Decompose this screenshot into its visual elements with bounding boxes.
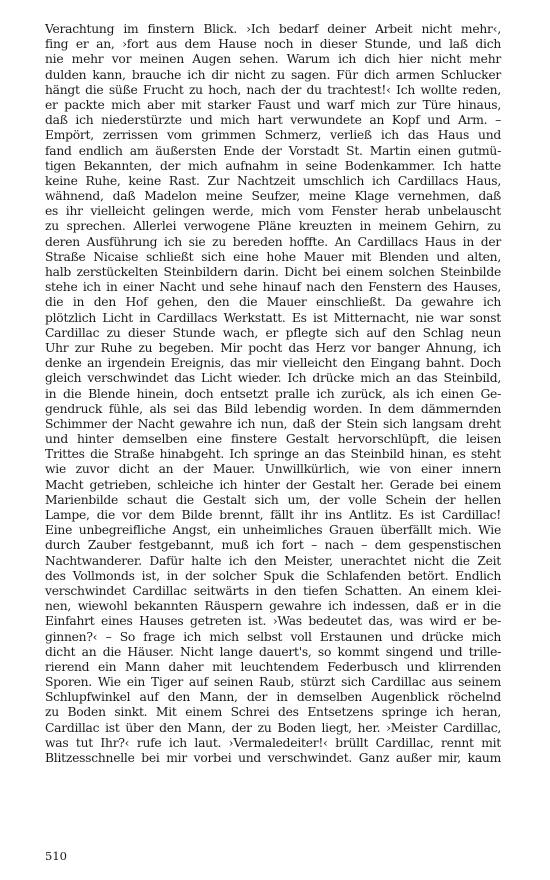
text-line: rierend ein Mann daher mit leuchtendem Federbusch und klirrenden	[45, 659, 501, 674]
text-line: Nachtwanderer. Dafür halte ich den Meister, unerachtet nicht die Zeit	[45, 553, 501, 568]
text-line: was tut Ihr?‹ rufe ich laut. ›Vermaledeiter!‹ brüllt Cardillac, rennt mit	[45, 735, 501, 750]
text-line: Trittes die Straße hinabgeht. Ich springe an das Steinbild hinan, es steht	[45, 447, 501, 462]
text-line: Marienbilde schaut die Gestalt sich um, der volle Schein der hellen	[45, 492, 501, 507]
text-line: zu Boden sinkt. Mit einem Schrei des Entsetzens springe ich heran,	[45, 705, 501, 720]
text-line: nen, wiewohl bekannten Räuspern gewahre ich indessen, daß er in die	[45, 599, 501, 614]
text-line: halb zerstückelten Steinbildern darin. Dicht bei einem solchen Steinbilde	[45, 265, 501, 279]
text-line: keine Ruhe, keine Rast. Zur Nachtzeit umschlich ich Cardillacs Haus,	[45, 173, 501, 188]
text-line: er packte mich aber mit starker Faust und warf mich zur Türe hinaus,	[45, 97, 501, 112]
text-line: Schimmer der Nacht gewahre ich nun, daß der Stein sich langsam dreht	[45, 416, 501, 431]
text-line: Cardillac ist über den Mann, der zu Boden liegt, her. ›Meister Cardillac,	[45, 720, 501, 735]
text-line: gendruck fühle, als sei das Bild lebendig worden. In dem dämmernden	[45, 401, 501, 416]
text-line: dicht an die Häuser. Nicht lange dauert's, so kommt singend und trille-	[45, 644, 501, 659]
text-line: deren Ausführung ich sie zu bereden hoffte. An Cardillacs Haus in der	[45, 234, 501, 249]
text-line: denke an irgendein Ereignis, das mir vielleicht den Eingang bahnt. Doch	[45, 356, 501, 371]
text-line: ginnen?‹ – So frage ich mich selbst voll Erstaunen und drücke mich	[45, 629, 501, 644]
text-line: Macht getrieben, schleiche ich hinter der Gestalt her. Gerade bei einem	[45, 477, 501, 492]
text-line: dulden kann, brauche ich dir nicht zu sagen. Für dich armen Schlucker	[45, 67, 501, 82]
text-line: zu sprechen. Allerlei verwogene Pläne kreuzten in meinem Gehirn, zu	[45, 219, 501, 234]
page-number: 510	[45, 849, 67, 863]
text-line: fing er an, ›fort aus dem Hause noch in dieser Stunde, und laß dich	[45, 37, 501, 52]
text-line: Einfahrt eines Hauses getreten ist. ›Was bedeutet das, was wird er be-	[45, 614, 501, 629]
text-line: fand endlich am äußersten Ende der Vorstadt St. Martin einen gutmü-	[45, 143, 501, 158]
text-line: Sporen. Wie ein Tiger auf seinen Raub, stürzt sich Cardillac aus seinem	[45, 675, 501, 690]
text-line: tigen Bekannten, der mich aufnahm in seine Bodenkammer. Ich hatte	[45, 158, 501, 173]
text-line: hängt die süße Frucht zu hoch, nach der du trachtest!‹ Ich wollte reden,	[45, 82, 501, 97]
text-line: Cardillac zu dieser Stunde wach, er pflegte sich auf den Schlag neun	[45, 325, 501, 340]
text-line: in die Blende hinein, doch entsetzt pralle ich zurück, als ich einen Ge-	[45, 386, 501, 401]
text-line: Eine unbegreifliche Angst, ein unheimliches Grauen überfällt mich. Wie	[45, 523, 501, 538]
text-line: Verachtung im finstern Blick. ›Ich bedarf deiner Arbeit nicht mehr‹,	[45, 22, 501, 36]
text-line: wähnend, daß Madelon meine Seufzer, meine Klage vernehmen, daß	[45, 189, 501, 204]
text-line: Uhr zur Ruhe zu begeben. Mir pocht das Herz vor banger Ahnung, ich	[45, 340, 501, 355]
text-line: es ihr vielleicht gelingen werde, mich vom Fenster herab unbelauscht	[45, 204, 501, 219]
text-line: daß ich niederstürzte und mich hart verwundete an Kopf und Arm. –	[45, 113, 501, 128]
text-line: wie zuvor dicht an der Mauer. Unwillkürlich, wie von einer innern	[45, 462, 501, 477]
text-line: Lampe, die vor dem Bilde brennt, fällt ihr ins Antlitz. Es ist Cardillac!	[45, 508, 501, 522]
text-line: die in den Hof gehen, den die Mauer einschließt. Da gewahre ich	[45, 295, 501, 310]
text-line: stehe ich in einer Nacht und sehe hinauf nach den Fenstern des Hauses,	[45, 280, 501, 295]
text-line: durch Zauber festgebannt, muß ich fort – nach – dem gespenstischen	[45, 538, 501, 553]
text-line: gleich verschwindet das Licht wieder. Ich drücke mich an das Steinbild,	[45, 371, 501, 386]
text-line: verschwindet Cardillac seitwärts in den tiefen Schatten. An einem klei-	[45, 583, 501, 598]
text-line: Empört, zerrissen vom grimmen Schmerz, verließ ich das Haus und	[45, 128, 501, 143]
text-line: des Vollmonds ist, in der solcher Spuk die Schlafenden betört. Endlich	[45, 568, 501, 583]
text-line: Straße Nicaise schließt sich eine hohe Mauer mit Blenden und alten,	[45, 249, 501, 264]
text-line: Schlupfwinkel auf den Mann, der in demselben Augenblick röchelnd	[45, 690, 501, 705]
text-line: plötzlich Licht in Cardillacs Werkstatt. Es ist Mitternacht, nie war sonst	[45, 310, 501, 325]
text-line: nie mehr vor meinen Augen sehen. Warum ich dich hier nicht mehr	[45, 52, 501, 67]
body-text	[45, 22, 501, 766]
text-line: und hinter demselben eine finstere Gestalt hervorschlüpft, die leisen	[45, 432, 501, 447]
text-line: Blitzesschnelle bei mir vorbei und verschwindet. Ganz außer mir, kaum	[45, 751, 501, 765]
